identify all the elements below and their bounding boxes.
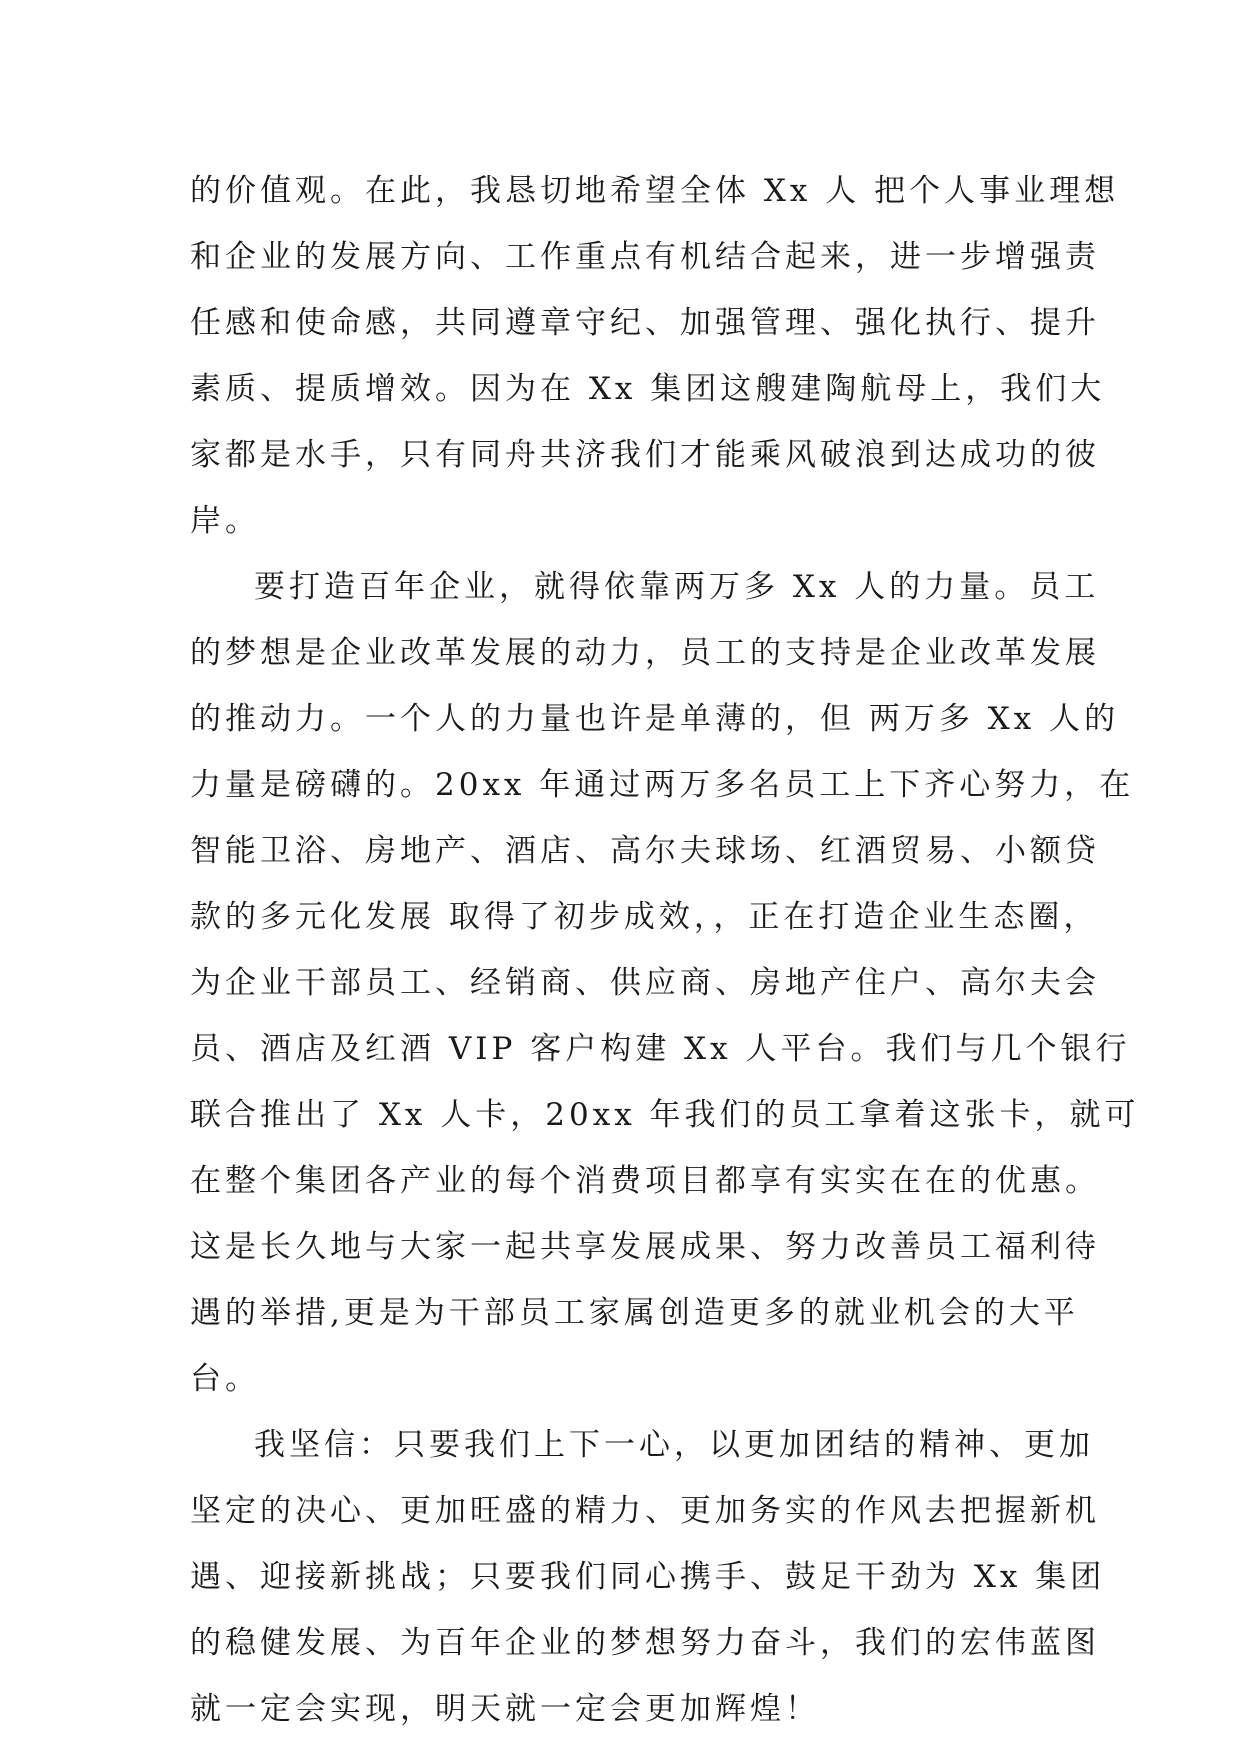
text-line: 台。 [190,1361,260,1397]
text-line: 和企业的发展方向、工作重点有机结合起来，进一步增强责 [190,239,1100,275]
text-line: 家都是水手，只有同舟共济我们才能乘风破浪到达成功的彼 [190,437,1100,473]
text-line: 的推动力。一个人的力量也许是单薄的，但 两万多 Xx 人的 [190,701,1120,737]
text-line: 坚定的决心、更加旺盛的精力、更加务实的作风去把握新机 [190,1493,1100,1529]
text-line: 岸。 [190,503,260,539]
text-line: 的价值观。在此，我恳切地希望全体 Xx 人 把个人事业理想 [190,173,1120,209]
text-line: 遇、迎接新挑战；只要我们同心携手、鼓足干劲为 Xx 集团 [190,1559,1106,1595]
paragraph-conviction [190,1412,1106,1742]
text-line: 在整个集团各产业的每个消费项目都享有实实在在的优惠。 [190,1163,1100,1199]
text-line: 这是长久地与大家一起共享发展成果、努力改善员工福利待 [190,1229,1100,1265]
text-line: 员、酒店及红酒 VIP 客户构建 Xx 人平台。我们与几个银行 [190,1031,1131,1067]
text-line: 联合推出了 Xx 人卡，20xx 年我们的员工拿着这张卡，就可 [190,1097,1140,1133]
text-line: 素质、提质增效。因为在 Xx 集团这艘建陶航母上，我们大 [190,371,1106,407]
body-text [190,158,1140,1742]
text-line: 就一定会实现，明天就一定会更加辉煌！ [190,1691,820,1727]
text-line: 我坚信：只要我们上下一心，以更加团结的精神、更加 [254,1427,1094,1463]
text-line: 力量是磅礴的。20xx 年通过两万多名员工上下齐心努力，在 [190,767,1135,803]
text-line: 要打造百年企业，就得依靠两万多 Xx 人的力量。员工 [254,569,1100,605]
text-line: 的梦想是企业改革发展的动力，员工的支持是企业改革发展 [190,635,1100,671]
text-line: 款的多元化发展 取得了初步成效，，正在打造企业生态圈， [190,899,1099,935]
text-line: 遇的举措,更是为干部员工家属创造更多的就业机会的大平 [190,1295,1079,1331]
text-line: 为企业干部员工、经销商、供应商、房地产住户、高尔夫会 [190,965,1100,1001]
text-line: 智能卫浴、房地产、酒店、高尔夫球场、红酒贸易、小额贷 [190,833,1100,869]
paragraph-century-enterprise [190,554,1140,1412]
text-line: 任感和使命感，共同遵章守纪、加强管理、强化执行、提升 [190,305,1100,341]
paragraph-values [190,158,1120,554]
text-line: 的稳健发展、为百年企业的梦想努力奋斗，我们的宏伟蓝图 [190,1625,1100,1661]
